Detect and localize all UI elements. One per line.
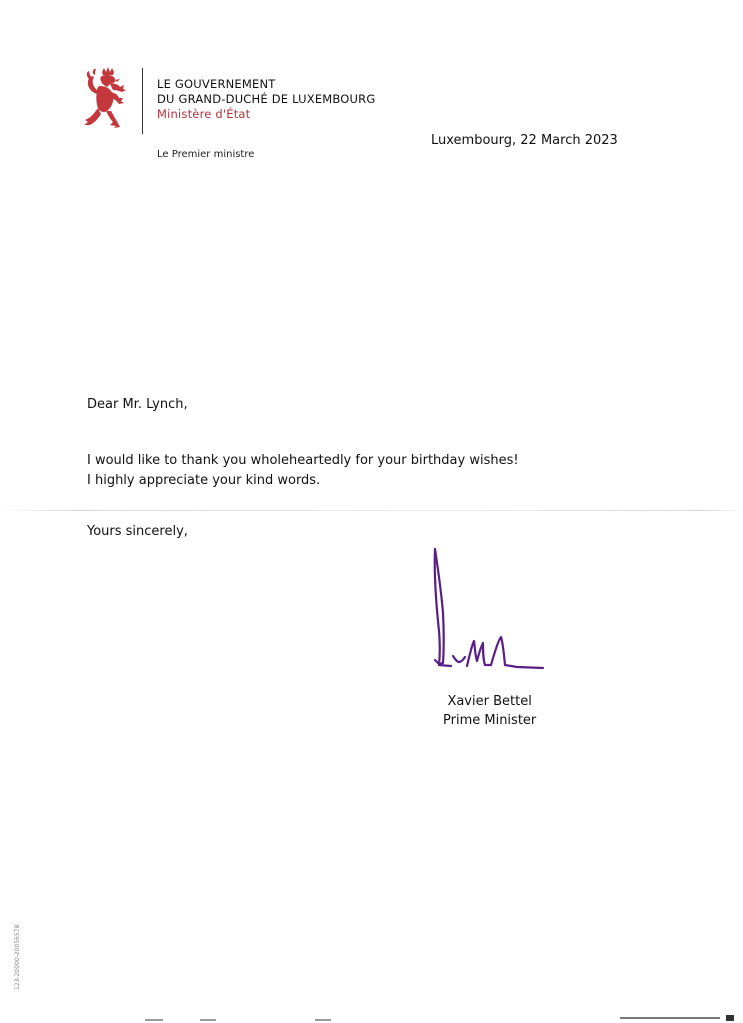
government-line-1: LE GOUVERNEMENT — [157, 77, 276, 91]
body-line: I highly appreciate your kind words. — [87, 473, 321, 488]
closing: Yours sincerely, — [87, 524, 188, 539]
scan-edge-mark — [315, 1019, 331, 1021]
scan-edge-mark — [726, 1015, 734, 1021]
government-name-block — [157, 77, 375, 122]
signer-title: Prime Minister — [443, 713, 537, 728]
scan-edge-mark — [145, 1019, 163, 1021]
handwritten-signature — [425, 543, 550, 678]
margin-reference-number: 123-20000-20056578 — [14, 924, 21, 990]
paper-fold-line — [0, 510, 743, 511]
place-and-date: Luxembourg, 22 March 2023 — [431, 133, 618, 148]
scan-edge-mark — [620, 1017, 720, 1019]
signer-block — [443, 692, 536, 730]
ministry-name: Ministère d'État — [157, 107, 251, 121]
letterhead-divider — [142, 68, 143, 134]
signer-name: Xavier Bettel — [447, 694, 532, 709]
office-title: Le Premier ministre — [157, 149, 255, 160]
salutation: Dear Mr. Lynch, — [87, 397, 188, 412]
red-lion-crest-icon — [80, 66, 136, 132]
government-line-2: DU GRAND-DUCHÉ DE LUXEMBOURG — [157, 92, 376, 106]
letter-body — [87, 451, 519, 491]
body-line: I would like to thank you wholeheartedly for your birthday wishes! — [87, 453, 519, 468]
scan-edge-mark — [200, 1019, 216, 1021]
